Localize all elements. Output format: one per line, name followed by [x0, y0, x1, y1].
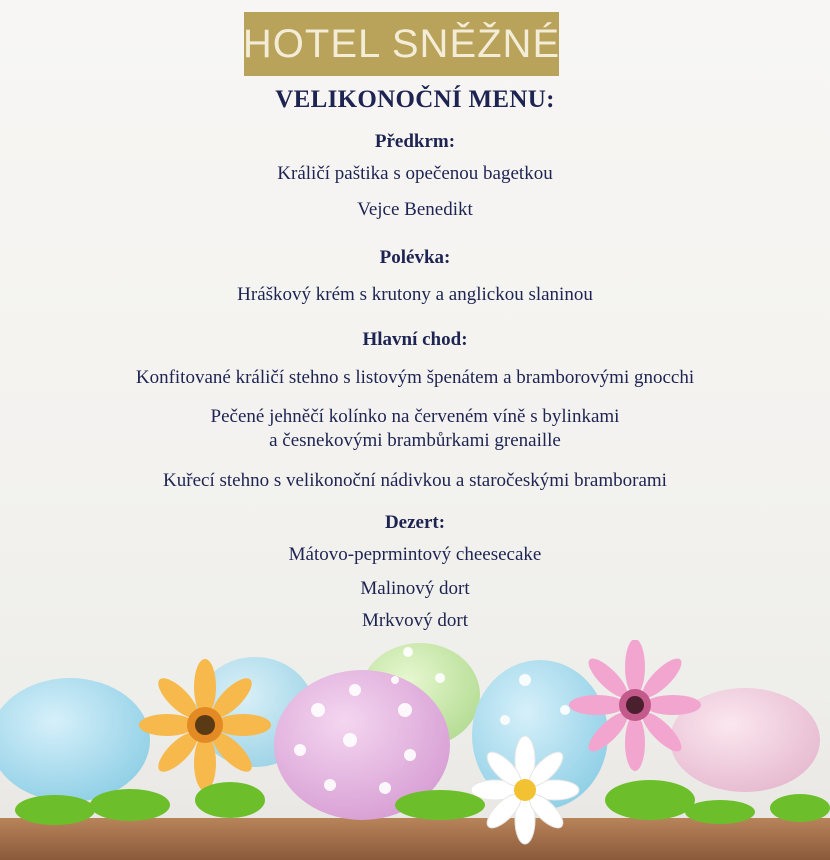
menu-item: Malinový dort	[360, 578, 470, 599]
menu-item: a česnekovými brambůrkami grenaille	[269, 430, 561, 451]
menu-item: Kuřecí stehno s velikonoční nádivkou a staročeskými bramborami	[163, 470, 667, 491]
wood-board-icon	[0, 818, 830, 860]
hotel-logo	[244, 12, 559, 76]
section-heading-predkrm: Předkrm:	[374, 131, 456, 152]
menu-item: Konfitované králičí stehno s listovým špenátem a bramborovými gnocchi	[135, 367, 695, 388]
hotel-logo-text: HOTEL SNĚŽNÉ	[242, 21, 561, 66]
section-heading-polevka: Polévka:	[379, 247, 451, 268]
menu-item: Králičí paštika s opečenou bagetkou	[277, 163, 553, 184]
section-heading-hlavni-chod: Hlavní chod:	[362, 329, 468, 350]
menu-title: VELIKONOČNÍ MENU:	[275, 86, 555, 113]
easter-decoration	[0, 640, 830, 860]
menu-item: Mátovo-peprmintový cheesecake	[288, 544, 542, 565]
menu-item: Pečené jehněčí kolínko na červeném víně s bylinkami	[210, 406, 620, 427]
menu-item: Hráškový krém s krutony a anglickou slaninou	[237, 284, 593, 305]
section-heading-dezert: Dezert:	[384, 512, 446, 533]
menu-item: Vejce Benedikt	[357, 199, 473, 220]
easter-egg-icon	[0, 678, 150, 802]
menu-item: Mrkvový dort	[361, 610, 469, 631]
